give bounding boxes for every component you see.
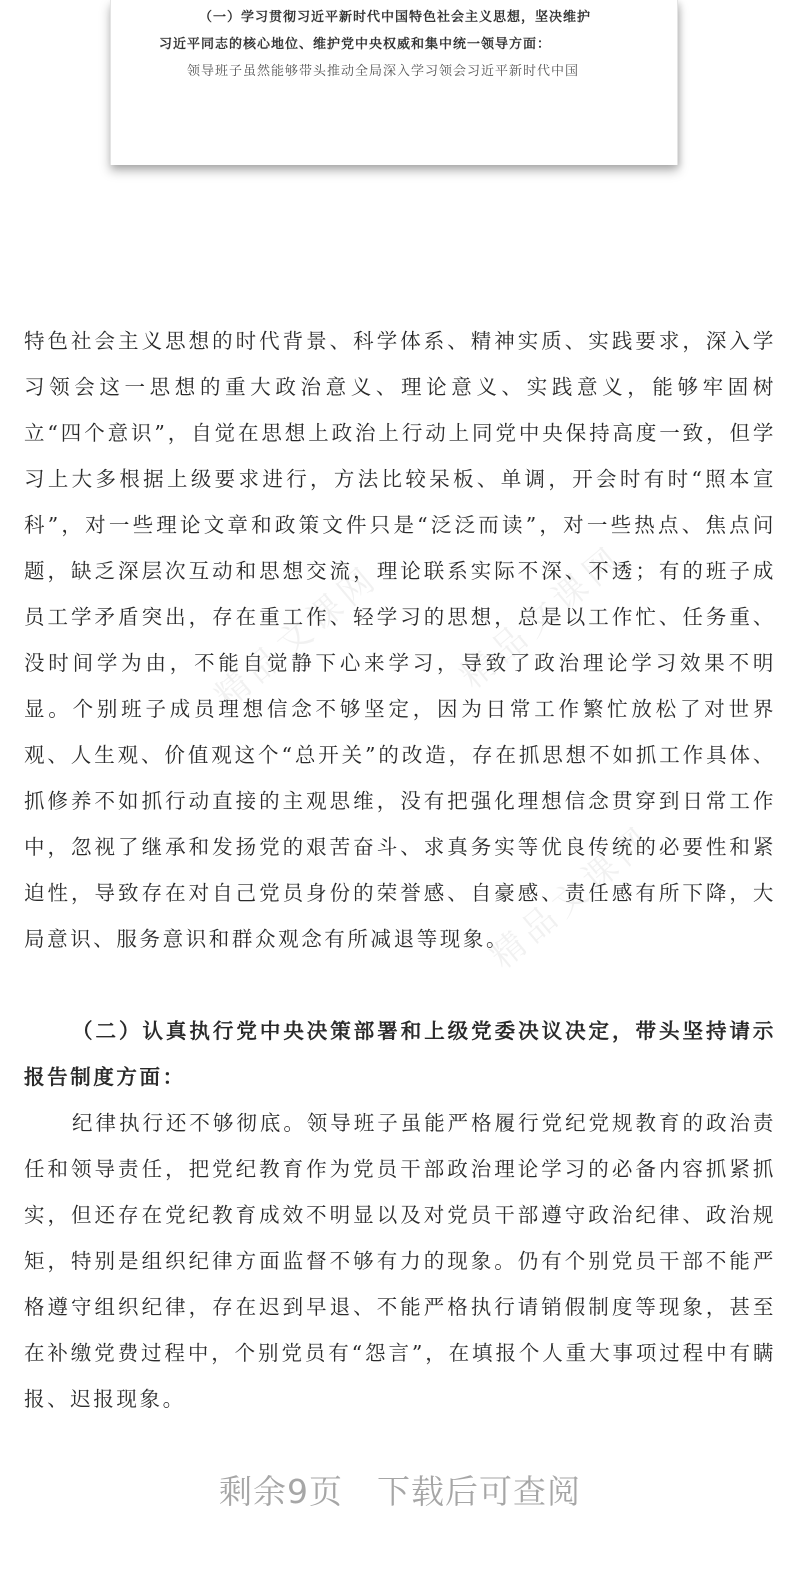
remaining-pages-banner[interactable] <box>0 1466 800 1513</box>
section-heading-2: （二）认真执行党中央决策部署和上级党委决议决定，带头坚持请示报告制度方面： <box>24 1019 776 1089</box>
watermark: 精品文课网 <box>207 557 387 717</box>
download-to-read-text: 下载后可查阅 <box>377 1472 581 1511</box>
preview-body-line: 领导班子虽然能够带头推动全局深入学习领会习近平新时代中国 <box>187 64 580 79</box>
document-page-preview <box>110 0 678 165</box>
watermark: 精品文课网 <box>482 817 662 977</box>
body-paragraph-1: 特色社会主义思想的时代背景、科学体系、精神实质、实践要求，深入学习领会这一思想的重大政治意义、理论意义、实践意义，能够牢固树立“四个意识”，自觉在思想上政治上行动上同党中央保持高度一致，但学习上大多根据上级要求进行，方法比较呆板、单调，开会时有时“照本宣科”，对一些理论文章和政策文件只是“泛泛而读”，对一些热点、焦点问题，缺乏深层次互动和思想交流，理论联系实际不深、不透；有的班子成员工学矛盾突出，存在重工作、轻学习的思想，总是以工作忙、任务重、没时间学为由，不能自觉静下心来学习，导致了政治理论学习效果不明显。个别班子成员理想信念不够坚定，因为日常工作繁忙放松了对世界观、人生观、价值观这个“总开关”的改造，存在抓思想不如抓工作具体、抓修养不如抓行动直接的主观思维，没有把强化理想信念贯穿到日常工作中，忽视了继承和发扬党的艰苦奋斗、求真务实等优良传统的必要性和紧迫性，导致存在对自己党员身份的荣誉感、自豪感、责任感有所下降，大局意识、服务意识和群众观念有所减退等现象。 <box>24 329 776 951</box>
preview-heading-line-2: 习近平同志的核心地位、维护党中央权威和集中统一领导方面： <box>159 37 552 52</box>
remaining-pages-text: 剩余9页 <box>219 1472 343 1511</box>
watermark: 精品文课网 <box>452 537 632 697</box>
preview-heading-line-1: （一）学习贯彻习近平新时代中国特色社会主义思想，坚决维护 <box>199 10 592 25</box>
body-paragraph-2: 纪律执行还不够彻底。领导班子虽能严格履行党纪党规教育的政治责任和领导责任，把党纪教育作为党员干部政治理论学习的必备内容抓紧抓实，但还存在党纪教育成效不明显以及对党员干部遵守政治纪律、政治规矩，特别是组织纪律方面监督不够有力的现象。仍有个别党员干部不能严格遵守组织纪律，存在迟到早退、不能严格执行请销假制度等现象，甚至在补缴党费过程中，个别党员有“怨言”，在填报个人重大事项过程中有瞒报、迟报现象。 <box>24 1111 776 1411</box>
